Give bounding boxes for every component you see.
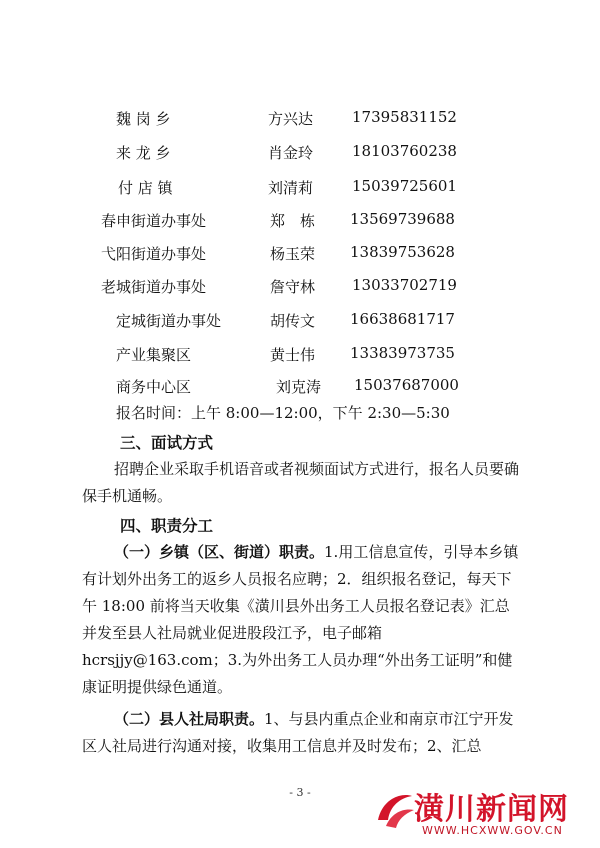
site-watermark-logo <box>372 786 587 846</box>
section4-p1-lead: （一）乡镇（区、街道）职责。 <box>114 543 325 561</box>
watermark-title: 潢川新闻网 <box>414 792 569 827</box>
swirl-logo-icon <box>372 786 418 832</box>
registration-time: 报名时间：上午 8:00—12:00，下午 2:30—5:30 <box>116 404 450 422</box>
contact-area: 老城街道办事处 <box>101 278 207 296</box>
contact-area: 商务中心区 <box>116 378 192 396</box>
section3-title: 三、面试方式 <box>120 434 214 452</box>
contact-area: 定城街道办事处 <box>116 312 222 330</box>
contact-phone: 13033702719 <box>352 276 457 294</box>
contact-phone: 13383973735 <box>350 344 455 362</box>
page-number: - 3 - <box>289 786 311 799</box>
watermark-url: WWW.HCXWW.GOV.CN <box>422 824 563 837</box>
contact-phone: 16638681717 <box>350 310 455 328</box>
section4-p2-body: 1、与县内重点企业和南京市江宁开发区人社局进行沟通对接，收集用工信息并及时发布；2、汇总 <box>82 710 514 755</box>
contact-person: 肖金玲 <box>268 144 314 162</box>
contact-person: 方兴达 <box>268 110 314 128</box>
contact-person: 郑 栋 <box>270 212 316 230</box>
contact-person: 刘清莉 <box>268 179 314 197</box>
contact-area: 付 店 镇 <box>118 179 173 197</box>
contact-person: 黄士伟 <box>270 346 316 364</box>
contact-person: 杨玉荣 <box>270 245 316 263</box>
contact-person: 詹守林 <box>270 278 316 296</box>
contact-area: 产业集聚区 <box>116 346 192 364</box>
section4-p2-lead: （二）县人社局职责。 <box>114 710 265 728</box>
contact-phone: 13569739688 <box>350 210 455 228</box>
contact-phone: 18103760238 <box>352 142 457 160</box>
contact-area: 春申街道办事处 <box>101 212 207 230</box>
section4-para2 <box>82 706 520 760</box>
contact-phone: 13839753628 <box>350 243 455 261</box>
contact-area: 魏 岗 乡 <box>116 110 171 128</box>
contact-phone: 15039725601 <box>352 177 457 195</box>
section4-p1-body: 1.用工信息宣传，引导本乡镇有计划外出务工的返乡人员报名应聘；2．组织报名登记，每天下午 18:00 前将当天收集《潢川县外出务工人员报名登记表》汇总并发至县人社局就业促进股段江予，电子邮箱 hcrsjjy@163.com；3.为外出务工人员办理“外出务工证明”和健康证明提供绿色通道。 <box>82 543 519 696</box>
contact-phone: 17395831152 <box>352 108 457 126</box>
section3-body: 招聘企业采取手机语音或者视频面试方式进行，报名人员要确保手机通畅。 <box>82 460 520 505</box>
contact-phone: 15037687000 <box>354 376 459 394</box>
contact-person: 刘克涛 <box>276 378 322 396</box>
section4-para1 <box>82 539 520 701</box>
contact-area: 来 龙 乡 <box>116 144 171 162</box>
section4-title: 四、职责分工 <box>120 517 214 535</box>
contact-area: 弋阳街道办事处 <box>101 245 207 263</box>
contact-person: 胡传文 <box>270 312 316 330</box>
